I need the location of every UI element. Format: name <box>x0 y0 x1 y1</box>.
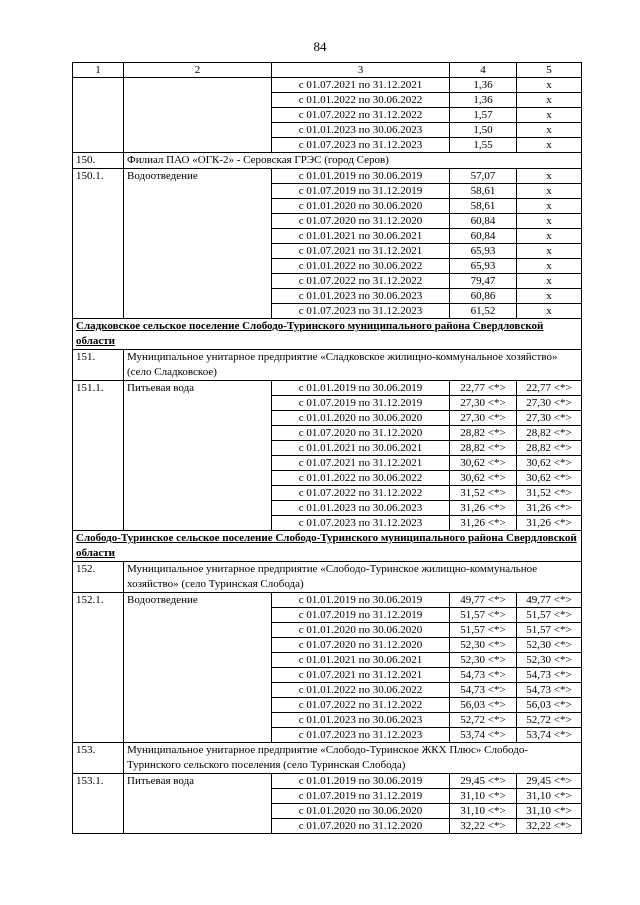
tariff-value-cell: х <box>517 244 582 259</box>
header-row <box>73 63 582 78</box>
number-cell: 151.1. <box>73 381 124 531</box>
tariff-value-cell: 1,36 <box>450 93 517 108</box>
number-cell: 150. <box>73 153 124 169</box>
table-row <box>73 774 582 789</box>
tariff-value-cell: 31,10 <*> <box>517 804 582 819</box>
table-row <box>73 381 582 396</box>
region-title: Сладковское сельское поселение Слободо-Туринского муниципального района Свердловской области <box>73 319 582 350</box>
tariff-value-cell: 1,36 <box>450 78 517 93</box>
tariff-value-cell: 30,62 <*> <box>450 471 517 486</box>
period-cell: с 01.07.2019 по 31.12.2019 <box>272 608 450 623</box>
service-cell: Водоотведение <box>124 169 272 319</box>
period-cell: с 01.07.2021 по 31.12.2021 <box>272 244 450 259</box>
period-cell: с 01.07.2019 по 31.12.2019 <box>272 396 450 411</box>
tariff-value-cell: 30,62 <*> <box>517 456 582 471</box>
tariff-value-cell: 56,03 <*> <box>450 698 517 713</box>
tariff-value-cell: 30,62 <*> <box>450 456 517 471</box>
period-cell: с 01.01.2019 по 30.06.2019 <box>272 774 450 789</box>
number-cell: 152. <box>73 562 124 593</box>
tariff-value-cell: х <box>517 93 582 108</box>
period-cell: с 01.01.2019 по 30.06.2019 <box>272 593 450 608</box>
tariff-value-cell: 52,30 <*> <box>450 638 517 653</box>
tariff-value-cell: 31,26 <*> <box>450 501 517 516</box>
tariff-value-cell: 31,26 <*> <box>450 516 517 531</box>
tariff-value-cell: 31,10 <*> <box>450 804 517 819</box>
period-cell: с 01.07.2020 по 31.12.2020 <box>272 819 450 834</box>
tariff-table-body <box>73 63 582 834</box>
table-row <box>73 78 582 93</box>
tariff-value-cell: 31,52 <*> <box>450 486 517 501</box>
tariff-value-cell: х <box>517 229 582 244</box>
period-cell: с 01.01.2020 по 30.06.2020 <box>272 623 450 638</box>
region-row <box>73 319 582 350</box>
table-row <box>73 169 582 184</box>
period-cell: с 01.07.2022 по 31.12.2022 <box>272 698 450 713</box>
tariff-value-cell: х <box>517 184 582 199</box>
period-cell: с 01.07.2020 по 31.12.2020 <box>272 638 450 653</box>
organization-name: Муниципальное унитарное предприятие «Слободо-Туринское ЖКХ Плюс» Слободо-Туринского сельского поселения (село Туринская Слобода) <box>124 743 582 774</box>
tariff-value-cell: 52,30 <*> <box>517 653 582 668</box>
period-cell: с 01.07.2023 по 31.12.2023 <box>272 728 450 743</box>
period-cell: с 01.07.2023 по 31.12.2023 <box>272 304 450 319</box>
period-cell: с 01.01.2021 по 30.06.2021 <box>272 653 450 668</box>
tariff-value-cell: 51,57 <*> <box>450 623 517 638</box>
tariff-value-cell: 51,57 <*> <box>517 608 582 623</box>
tariff-value-cell: 31,26 <*> <box>517 501 582 516</box>
organization-row <box>73 743 582 774</box>
tariff-value-cell: 58,61 <box>450 199 517 214</box>
tariff-value-cell: 65,93 <box>450 244 517 259</box>
tariff-value-cell: 32,22 <*> <box>517 819 582 834</box>
period-cell: с 01.07.2019 по 31.12.2019 <box>272 789 450 804</box>
period-cell: с 01.01.2021 по 30.06.2021 <box>272 441 450 456</box>
tariff-value-cell: 1,57 <box>450 108 517 123</box>
header-col-1: 1 <box>73 63 124 78</box>
tariff-value-cell: 53,74 <*> <box>450 728 517 743</box>
tariff-value-cell: 28,82 <*> <box>517 426 582 441</box>
tariff-value-cell: 51,57 <*> <box>517 623 582 638</box>
tariff-value-cell: х <box>517 199 582 214</box>
tariff-value-cell: 53,74 <*> <box>517 728 582 743</box>
tariff-value-cell: 54,73 <*> <box>517 683 582 698</box>
tariff-value-cell: 29,45 <*> <box>450 774 517 789</box>
table-row <box>73 593 582 608</box>
header-col-5: 5 <box>517 63 582 78</box>
tariff-value-cell: 52,30 <*> <box>450 653 517 668</box>
number-cell: 152.1. <box>73 593 124 743</box>
tariff-value-cell: 28,82 <*> <box>450 426 517 441</box>
number-cell: 153. <box>73 743 124 774</box>
period-cell: с 01.01.2023 по 30.06.2023 <box>272 123 450 138</box>
tariff-value-cell: 27,30 <*> <box>450 411 517 426</box>
period-cell: с 01.01.2022 по 30.06.2022 <box>272 93 450 108</box>
page-number: 84 <box>313 39 327 54</box>
number-cell: 151. <box>73 350 124 381</box>
tariff-value-cell: х <box>517 78 582 93</box>
tariff-value-cell: 27,30 <*> <box>450 396 517 411</box>
period-cell: с 01.01.2020 по 30.06.2020 <box>272 804 450 819</box>
period-cell: с 01.01.2022 по 30.06.2022 <box>272 259 450 274</box>
service-cell <box>124 78 272 153</box>
period-cell: с 01.07.2020 по 31.12.2020 <box>272 214 450 229</box>
tariff-value-cell: 51,57 <*> <box>450 608 517 623</box>
tariff-value-cell: 58,61 <box>450 184 517 199</box>
tariff-value-cell: 52,30 <*> <box>517 638 582 653</box>
tariff-value-cell: 52,72 <*> <box>450 713 517 728</box>
period-cell: с 01.07.2023 по 31.12.2023 <box>272 138 450 153</box>
tariff-value-cell: 27,30 <*> <box>517 396 582 411</box>
tariff-value-cell: 1,55 <box>450 138 517 153</box>
period-cell: с 01.01.2023 по 30.06.2023 <box>272 289 450 304</box>
tariff-value-cell: 1,50 <box>450 123 517 138</box>
tariff-value-cell: х <box>517 169 582 184</box>
tariff-value-cell: 22,77 <*> <box>450 381 517 396</box>
period-cell: с 01.01.2022 по 30.06.2022 <box>272 471 450 486</box>
period-cell: с 01.01.2021 по 30.06.2021 <box>272 229 450 244</box>
period-cell: с 01.07.2020 по 31.12.2020 <box>272 426 450 441</box>
tariff-value-cell: 56,03 <*> <box>517 698 582 713</box>
tariff-value-cell: 60,86 <box>450 289 517 304</box>
organization-row <box>73 153 582 169</box>
tariff-value-cell: 65,93 <box>450 259 517 274</box>
organization-name: Муниципальное унитарное предприятие «Сладковское жилищно-коммунальное хозяйство» (село Сладковское) <box>124 350 582 381</box>
tariff-value-cell: 28,82 <*> <box>517 441 582 456</box>
number-cell: 153.1. <box>73 774 124 834</box>
period-cell: с 01.01.2020 по 30.06.2020 <box>272 411 450 426</box>
tariff-value-cell: 57,07 <box>450 169 517 184</box>
tariff-value-cell: 32,22 <*> <box>450 819 517 834</box>
tariff-value-cell: 54,73 <*> <box>450 668 517 683</box>
tariff-value-cell: 54,73 <*> <box>517 668 582 683</box>
tariff-value-cell: 31,52 <*> <box>517 486 582 501</box>
period-cell: с 01.07.2022 по 31.12.2022 <box>272 274 450 289</box>
organization-row <box>73 562 582 593</box>
period-cell: с 01.07.2022 по 31.12.2022 <box>272 108 450 123</box>
organization-name: Филиал ПАО «ОГК-2» - Серовская ГРЭС (город Серов) <box>124 153 582 169</box>
tariff-value-cell: х <box>517 289 582 304</box>
period-cell: с 01.07.2019 по 31.12.2019 <box>272 184 450 199</box>
tariff-table <box>72 62 582 834</box>
tariff-value-cell: 52,72 <*> <box>517 713 582 728</box>
period-cell: с 01.07.2023 по 31.12.2023 <box>272 516 450 531</box>
period-cell: с 01.01.2020 по 30.06.2020 <box>272 199 450 214</box>
tariff-value-cell: 30,62 <*> <box>517 471 582 486</box>
period-cell: с 01.01.2019 по 30.06.2019 <box>272 169 450 184</box>
organization-name: Муниципальное унитарное предприятие «Слободо-Туринское жилищно-коммунальное хозяйство» (село Туринская Слобода) <box>124 562 582 593</box>
tariff-value-cell: х <box>517 304 582 319</box>
tariff-value-cell: 31,10 <*> <box>450 789 517 804</box>
tariff-value-cell: 60,84 <box>450 229 517 244</box>
tariff-value-cell: 31,26 <*> <box>517 516 582 531</box>
tariff-value-cell: 27,30 <*> <box>517 411 582 426</box>
tariff-value-cell: 31,10 <*> <box>517 789 582 804</box>
region-row <box>73 531 582 562</box>
header-col-2: 2 <box>124 63 272 78</box>
tariff-value-cell: х <box>517 259 582 274</box>
tariff-value-cell: 79,47 <box>450 274 517 289</box>
organization-row <box>73 350 582 381</box>
period-cell: с 01.07.2021 по 31.12.2021 <box>272 78 450 93</box>
header-col-3: 3 <box>272 63 450 78</box>
period-cell: с 01.01.2023 по 30.06.2023 <box>272 501 450 516</box>
region-title: Слободо-Туринское сельское поселение Слободо-Туринского муниципального района Свердловской области <box>73 531 582 562</box>
period-cell: с 01.07.2021 по 31.12.2021 <box>272 668 450 683</box>
number-cell <box>73 78 124 153</box>
tariff-value-cell: 61,52 <box>450 304 517 319</box>
period-cell: с 01.07.2021 по 31.12.2021 <box>272 456 450 471</box>
period-cell: с 01.01.2022 по 30.06.2022 <box>272 683 450 698</box>
tariff-value-cell: х <box>517 138 582 153</box>
period-cell: с 01.01.2023 по 30.06.2023 <box>272 713 450 728</box>
tariff-value-cell: 22,77 <*> <box>517 381 582 396</box>
service-cell: Питьевая вода <box>124 381 272 531</box>
tariff-value-cell: х <box>517 123 582 138</box>
tariff-value-cell: 49,77 <*> <box>517 593 582 608</box>
tariff-value-cell: 28,82 <*> <box>450 441 517 456</box>
period-cell: с 01.01.2019 по 30.06.2019 <box>272 381 450 396</box>
tariff-value-cell: х <box>517 274 582 289</box>
service-cell: Водоотведение <box>124 593 272 743</box>
header-col-4: 4 <box>450 63 517 78</box>
tariff-value-cell: 49,77 <*> <box>450 593 517 608</box>
tariff-value-cell: х <box>517 108 582 123</box>
tariff-value-cell: х <box>517 214 582 229</box>
period-cell: с 01.07.2022 по 31.12.2022 <box>272 486 450 501</box>
tariff-value-cell: 60,84 <box>450 214 517 229</box>
tariff-value-cell: 54,73 <*> <box>450 683 517 698</box>
tariff-value-cell: 29,45 <*> <box>517 774 582 789</box>
number-cell: 150.1. <box>73 169 124 319</box>
service-cell: Питьевая вода <box>124 774 272 834</box>
